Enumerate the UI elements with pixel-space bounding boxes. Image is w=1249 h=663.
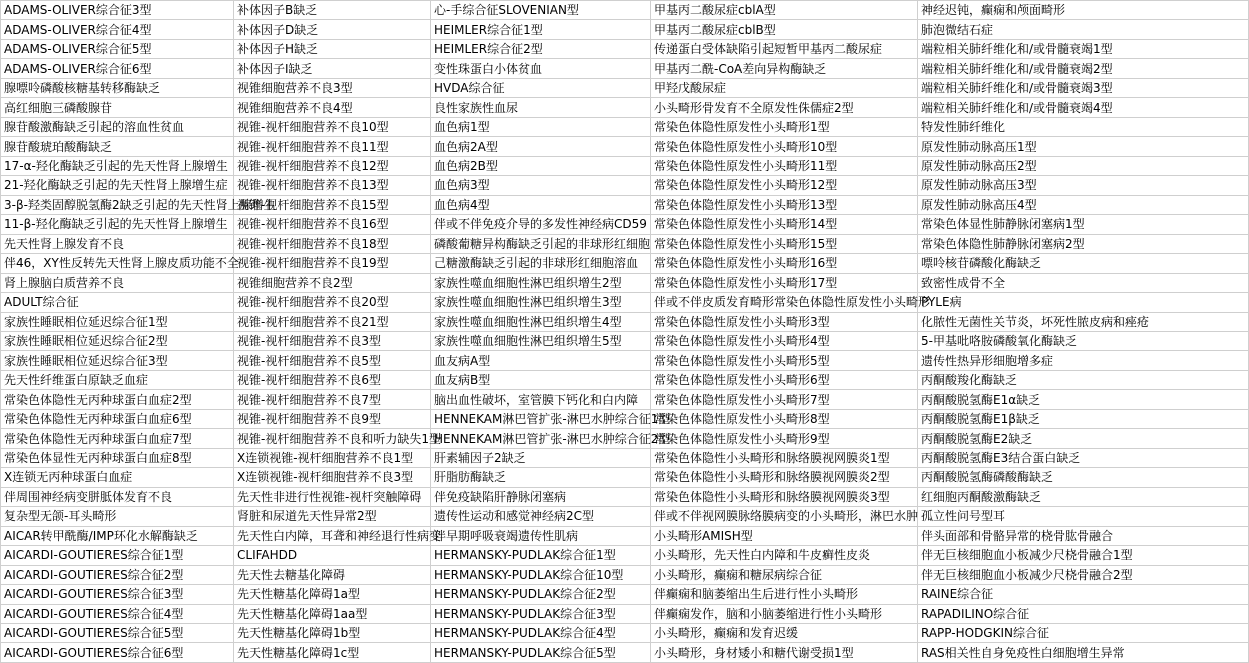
table-cell[interactable]: 致密性成骨不全	[918, 273, 1249, 292]
table-cell[interactable]: 先天性糖基化障碍1aa型	[234, 604, 431, 623]
table-cell[interactable]: 家族性噬血细胞性淋巴组织增生4型	[431, 312, 651, 331]
table-cell[interactable]: 视锥-视杆细胞营养不良19型	[234, 254, 431, 273]
table-row	[1, 273, 1249, 292]
table-cell[interactable]: RAINE综合征	[918, 585, 1249, 604]
table-cell[interactable]: 特发性肺纤维化	[918, 117, 1249, 136]
table-cell[interactable]: 良性家族性血尿	[431, 98, 651, 117]
table-row	[1, 526, 1249, 545]
table-cell[interactable]: 视锥-视杆细胞营养不良12型	[234, 156, 431, 175]
table-cell[interactable]: 21-羟化酶缺乏引起的先天性肾上腺增生症	[1, 176, 234, 195]
table-cell[interactable]: 常染色体隐性原发性小头畸形8型	[651, 409, 918, 428]
table-cell[interactable]: ADAMS-OLIVER综合征3型	[1, 1, 234, 20]
table-cell[interactable]: 小头畸形AMISH型	[651, 526, 918, 545]
table-row	[1, 156, 1249, 175]
table-row	[1, 565, 1249, 584]
table-cell[interactable]: HVDA综合征	[431, 78, 651, 97]
table-cell[interactable]: 先天性肾上腺发育不良	[1, 234, 234, 253]
table-cell[interactable]: 原发性肺动脉高压4型	[918, 195, 1249, 214]
table-row	[1, 390, 1249, 409]
table-cell[interactable]: 小头畸形，先天性白内障和牛皮癣性皮炎	[651, 546, 918, 565]
table-row	[1, 137, 1249, 156]
table-cell[interactable]: 传递蛋白受体缺陷引起短暂甲基丙二酸尿症	[651, 39, 918, 58]
table-cell[interactable]: PYLE病	[918, 293, 1249, 312]
table-cell[interactable]: 端粒相关肺纤维化和/或骨髓衰竭1型	[918, 39, 1249, 58]
table-cell[interactable]: 己糖激酶缺乏引起的非球形红细胞溶血	[431, 254, 651, 273]
table-cell[interactable]: ADULT综合征	[1, 293, 234, 312]
table-cell[interactable]: 孤立性问号型耳	[918, 507, 1249, 526]
table-cell[interactable]: 常染色体隐性小头畸形和脉络膜视网膜炎1型	[651, 448, 918, 467]
table-cell[interactable]: 嘌呤核苷磷酸化酶缺乏	[918, 254, 1249, 273]
table-cell[interactable]: 丙酮酸脱氢酶E2缺乏	[918, 429, 1249, 448]
table-cell[interactable]: 腺苷酸琥珀酸酶缺乏	[1, 137, 234, 156]
table-cell[interactable]: 常染色体隐性小头畸形和脉络膜视网膜炎3型	[651, 487, 918, 506]
table-cell[interactable]: 变性珠蛋白小体贫血	[431, 59, 651, 78]
table-cell[interactable]: 补体因子D缺乏	[234, 20, 431, 39]
table-cell[interactable]: 肝脂肪酶缺乏	[431, 468, 651, 487]
table-row	[1, 370, 1249, 389]
table-cell[interactable]: 端粒相关肺纤维化和/或骨髓衰竭2型	[918, 59, 1249, 78]
table-cell[interactable]: 视锥-视杆细胞营养不良10型	[234, 117, 431, 136]
table-cell[interactable]: 伴无巨核细胞血小板减少尺桡骨融合2型	[918, 565, 1249, 584]
table-cell[interactable]: 遗传性热异形细胞增多症	[918, 351, 1249, 370]
table-cell[interactable]: 先天性糖基化障碍1c型	[234, 643, 431, 662]
table-cell[interactable]: 先天性糖基化障碍1b型	[234, 624, 431, 643]
table-body	[1, 1, 1249, 663]
table-cell[interactable]: 常染色体隐性原发性小头畸形1型	[651, 117, 918, 136]
table-cell[interactable]: ADAMS-OLIVER综合征4型	[1, 20, 234, 39]
table-cell[interactable]: 丙酮酸脱氢酶E1α缺乏	[918, 390, 1249, 409]
table-cell[interactable]: 伴早期呼吸衰竭遗传性肌病	[431, 526, 651, 545]
table-cell[interactable]: 常染色体隐性无丙种球蛋白血症7型	[1, 429, 234, 448]
table-cell[interactable]: 常染色体隐性肺静脉闭塞病2型	[918, 234, 1249, 253]
table-cell[interactable]: 常染色体隐性原发性小头畸形16型	[651, 254, 918, 273]
table-cell[interactable]: 红细胞丙酮酸激酶缺乏	[918, 487, 1249, 506]
table-cell[interactable]: 先天性糖基化障碍1a型	[234, 585, 431, 604]
table-cell[interactable]: RAPP-HODGKIN综合征	[918, 624, 1249, 643]
table-cell[interactable]: AICARDI-GOUTIERES综合征6型	[1, 643, 234, 662]
table-cell[interactable]: 伴头面部和骨骼异常的桡骨肱骨融合	[918, 526, 1249, 545]
table-cell[interactable]: 丙酮酸脱氢酶磷酸酶缺乏	[918, 468, 1249, 487]
table-cell[interactable]: 常染色体隐性原发性小头畸形4型	[651, 331, 918, 350]
table-cell[interactable]: 5-甲基吡咯胺磷酸氧化酶缺乏	[918, 331, 1249, 350]
table-row	[1, 254, 1249, 273]
table-cell[interactable]: 伴或不伴免疫介导的多发性神经病CD59	[431, 215, 651, 234]
table-row	[1, 448, 1249, 467]
table-cell[interactable]: 血色病1型	[431, 117, 651, 136]
table-cell[interactable]: CLIFAHDD	[234, 546, 431, 565]
table-row	[1, 351, 1249, 370]
table-cell[interactable]: 小头畸形，癫痫和发育迟缓	[651, 624, 918, 643]
table-cell[interactable]: 视锥细胞营养不良2型	[234, 273, 431, 292]
table-cell[interactable]: 脑出血性破坏，室管膜下钙化和白内障	[431, 390, 651, 409]
table-cell[interactable]: 常染色体隐性原发性小头畸形5型	[651, 351, 918, 370]
table-cell[interactable]: 伴46，XY性反转先天性肾上腺皮质功能不全	[1, 254, 234, 273]
table-cell[interactable]: 家族性噬血细胞性淋巴组织增生5型	[431, 331, 651, 350]
table-cell[interactable]: AICARDI-GOUTIERES综合征1型	[1, 546, 234, 565]
table-row	[1, 624, 1249, 643]
table-cell[interactable]: 小头畸形，癫痫和糖尿病综合征	[651, 565, 918, 584]
table-row	[1, 312, 1249, 331]
table-row	[1, 546, 1249, 565]
table-cell[interactable]: 补体因子B缺乏	[234, 1, 431, 20]
table-cell[interactable]: 腺苷酸激酶缺乏引起的溶血性贫血	[1, 117, 234, 136]
table-cell[interactable]: 补体因子I缺乏	[234, 59, 431, 78]
table-cell[interactable]: 视锥-视杆细胞营养不良18型	[234, 234, 431, 253]
table-cell[interactable]: 原发性肺动脉高压1型	[918, 137, 1249, 156]
table-cell[interactable]: 家族性睡眠相位延迟综合征1型	[1, 312, 234, 331]
table-cell[interactable]: 磷酸葡糖异构酶缺乏引起的非球形红细胞	[431, 234, 651, 253]
table-cell[interactable]: 常染色体隐性原发性小头畸形3型	[651, 312, 918, 331]
table-row	[1, 331, 1249, 350]
table-cell[interactable]: 复杂型无颌-耳头畸形	[1, 507, 234, 526]
table-cell[interactable]: 化脓性无菌性关节炎，坏死性脓皮病和痤疮	[918, 312, 1249, 331]
table-cell[interactable]: 神经迟钝，癫痫和颅面畸形	[918, 1, 1249, 20]
table-cell[interactable]: 血色病4型	[431, 195, 651, 214]
table-cell[interactable]: 血友病B型	[431, 370, 651, 389]
table-cell[interactable]: 视锥-视杆细胞营养不良20型	[234, 293, 431, 312]
table-cell[interactable]: AICAR转甲酰酶/IMP环化水解酶缺乏	[1, 526, 234, 545]
table-row	[1, 59, 1249, 78]
table-row	[1, 20, 1249, 39]
table-cell[interactable]: 先天性白内障，耳聋和神经退行性病变	[234, 526, 431, 545]
table-row	[1, 176, 1249, 195]
table-cell[interactable]: 腺嘌呤磷酸核糖基转移酶缺乏	[1, 78, 234, 97]
table-row	[1, 585, 1249, 604]
table-cell[interactable]: X连锁视锥-视杆细胞营养不良1型	[234, 448, 431, 467]
table-cell[interactable]: 伴癫痫发作，脑和小脑萎缩进行性小头畸形	[651, 604, 918, 623]
table-cell[interactable]: 常染色体隐性原发性小头畸形9型	[651, 429, 918, 448]
table-cell[interactable]: ADAMS-OLIVER综合征5型	[1, 39, 234, 58]
table-cell[interactable]: 常染色体隐性原发性小头畸形10型	[651, 137, 918, 156]
table-cell[interactable]: 常染色体隐性原发性小头畸形6型	[651, 370, 918, 389]
table-cell[interactable]: 先天性纤维蛋白原缺乏血症	[1, 370, 234, 389]
table-row	[1, 39, 1249, 58]
table-row	[1, 409, 1249, 428]
table-cell[interactable]: 伴或不伴视网膜脉络膜病变的小头畸形，淋巴水肿	[651, 507, 918, 526]
table-cell[interactable]: 视锥-视杆细胞营养不良3型	[234, 331, 431, 350]
table-cell[interactable]: 小头畸形骨发育不全原发性侏儒症2型	[651, 98, 918, 117]
table-cell[interactable]: AICARDI-GOUTIERES综合征5型	[1, 624, 234, 643]
table-row	[1, 643, 1249, 662]
table-row	[1, 468, 1249, 487]
table-cell[interactable]: 遗传性运动和感觉神经病2C型	[431, 507, 651, 526]
table-cell[interactable]: 视锥-视杆细胞营养不良6型	[234, 370, 431, 389]
table-cell[interactable]: 血色病3型	[431, 176, 651, 195]
table-cell[interactable]: 伴周围神经病变胼胝体发育不良	[1, 487, 234, 506]
table-cell[interactable]: 视锥-视杆细胞营养不良7型	[234, 390, 431, 409]
table-cell[interactable]: 甲基丙二酸尿症cblB型	[651, 20, 918, 39]
table-cell[interactable]: 视锥-视杆细胞营养不良21型	[234, 312, 431, 331]
table-cell[interactable]: 端粒相关肺纤维化和/或骨髓衰竭4型	[918, 98, 1249, 117]
table-cell[interactable]: 视锥-视杆细胞营养不良和听力缺失1型	[234, 429, 431, 448]
table-cell[interactable]: 高红细胞三磷酸腺苷	[1, 98, 234, 117]
table-cell[interactable]: 先天性去糖基化障碍	[234, 565, 431, 584]
table-cell[interactable]: 常染色体隐性原发性小头畸形11型	[651, 156, 918, 175]
table-cell[interactable]: 肺泡微结石症	[918, 20, 1249, 39]
table-row	[1, 234, 1249, 253]
table-cell[interactable]: HERMANSKY-PUDLAK综合征4型	[431, 624, 651, 643]
table-cell[interactable]: 视锥-视杆细胞营养不良16型	[234, 215, 431, 234]
table-cell[interactable]: RAS相关性自身免疫性白细胞增生异常	[918, 643, 1249, 662]
table-cell[interactable]: HERMANSKY-PUDLAK综合征1型	[431, 546, 651, 565]
table-cell[interactable]: 视锥细胞营养不良3型	[234, 78, 431, 97]
table-cell[interactable]: ADAMS-OLIVER综合征6型	[1, 59, 234, 78]
table-cell[interactable]: X连锁视锥-视杆细胞营养不良3型	[234, 468, 431, 487]
table-cell[interactable]: 常染色体隐性原发性小头畸形15型	[651, 234, 918, 253]
table-cell[interactable]: HEIMLER综合征2型	[431, 39, 651, 58]
table-cell[interactable]: 常染色体隐性原发性小头畸形17型	[651, 273, 918, 292]
table-cell[interactable]: 家族性噬血细胞性淋巴组织增生3型	[431, 293, 651, 312]
table-cell[interactable]: AICARDI-GOUTIERES综合征3型	[1, 585, 234, 604]
table-row	[1, 293, 1249, 312]
table-row	[1, 215, 1249, 234]
table-cell[interactable]: 常染色体隐性无丙种球蛋白血症2型	[1, 390, 234, 409]
table-cell[interactable]: HERMANSKY-PUDLAK综合征2型	[431, 585, 651, 604]
table-cell[interactable]: 视锥-视杆细胞营养不良9型	[234, 409, 431, 428]
table-cell[interactable]: 17-α-羟化酶缺乏引起的先天性肾上腺增生	[1, 156, 234, 175]
table-cell[interactable]: AICARDI-GOUTIERES综合征2型	[1, 565, 234, 584]
table-cell[interactable]: RAPADILINO综合征	[918, 604, 1249, 623]
table-cell[interactable]: 端粒相关肺纤维化和/或骨髓衰竭3型	[918, 78, 1249, 97]
table-cell[interactable]: 甲羟戊酸尿症	[651, 78, 918, 97]
table-row	[1, 487, 1249, 506]
table-cell[interactable]: 心-手综合征SLOVENIAN型	[431, 1, 651, 20]
table-cell[interactable]: HENNEKAM淋巴管扩张-淋巴水肿综合征1型	[431, 409, 651, 428]
table-row	[1, 429, 1249, 448]
table-cell[interactable]: 肾上腺脑白质营养不良	[1, 273, 234, 292]
table-cell[interactable]: 视锥-视杆细胞营养不良11型	[234, 137, 431, 156]
table-cell[interactable]: HERMANSKY-PUDLAK综合征5型	[431, 643, 651, 662]
table-cell[interactable]: 家族性睡眠相位延迟综合征2型	[1, 331, 234, 350]
table-cell[interactable]: 甲基丙二酰-CoA差向异构酶缺乏	[651, 59, 918, 78]
table-cell[interactable]: 常染色体隐性小头畸形和脉络膜视网膜炎2型	[651, 468, 918, 487]
table-row	[1, 195, 1249, 214]
table-row	[1, 604, 1249, 623]
table-cell[interactable]: HEIMLER综合征1型	[431, 20, 651, 39]
table-cell[interactable]: 家族性噬血细胞性淋巴组织增生2型	[431, 273, 651, 292]
table-row	[1, 507, 1249, 526]
table-cell[interactable]: 常染色体隐性无丙种球蛋白血症6型	[1, 409, 234, 428]
table-cell[interactable]: 原发性肺动脉高压3型	[918, 176, 1249, 195]
table-row	[1, 1, 1249, 20]
table-cell[interactable]: 常染色体隐性原发性小头畸形12型	[651, 176, 918, 195]
table-cell[interactable]: HENNEKAM淋巴管扩张-淋巴水肿综合征2型	[431, 429, 651, 448]
table-cell[interactable]: HERMANSKY-PUDLAK综合征10型	[431, 565, 651, 584]
table-cell[interactable]: 视锥-视杆细胞营养不良5型	[234, 351, 431, 370]
table-cell[interactable]: 先天性非进行性视锥-视杆突触障碍	[234, 487, 431, 506]
table-cell[interactable]: 视锥细胞营养不良4型	[234, 98, 431, 117]
table-cell[interactable]: AICARDI-GOUTIERES综合征4型	[1, 604, 234, 623]
table-cell[interactable]: 肾脏和尿道先天性异常2型	[234, 507, 431, 526]
table-cell[interactable]: HERMANSKY-PUDLAK综合征3型	[431, 604, 651, 623]
table-cell[interactable]: 肝素辅因子2缺乏	[431, 448, 651, 467]
table-cell[interactable]: 常染色体隐性原发性小头畸形14型	[651, 215, 918, 234]
table-row	[1, 78, 1249, 97]
table-cell[interactable]: 11-β-羟化酶缺乏引起的先天性肾上腺增生	[1, 215, 234, 234]
table-cell[interactable]: 伴无巨核细胞血小板减少尺桡骨融合1型	[918, 546, 1249, 565]
table-cell[interactable]: 家族性睡眠相位延迟综合征3型	[1, 351, 234, 370]
table-row	[1, 117, 1249, 136]
table-cell[interactable]: 丙酮酸脱氢酶E3结合蛋白缺乏	[918, 448, 1249, 467]
table-cell[interactable]: 常染色体隐性原发性小头畸形7型	[651, 390, 918, 409]
table-cell[interactable]: 血色病2A型	[431, 137, 651, 156]
table-cell[interactable]: 丙酮酸羧化酶缺乏	[918, 370, 1249, 389]
table-cell[interactable]: X连锁无丙种球蛋白血症	[1, 468, 234, 487]
table-cell[interactable]: 伴癫痫和脑萎缩出生后进行性小头畸形	[651, 585, 918, 604]
table-cell[interactable]: 常染色体显性肺静脉闭塞病1型	[918, 215, 1249, 234]
table-cell[interactable]: 原发性肺动脉高压2型	[918, 156, 1249, 175]
table-cell[interactable]: 伴免疫缺陷肝静脉闭塞病	[431, 487, 651, 506]
table-cell[interactable]: 常染色体显性无丙种球蛋白血症8型	[1, 448, 234, 467]
table-cell[interactable]: 小头畸形，身材矮小和糖代谢受损1型	[651, 643, 918, 662]
table-row	[1, 98, 1249, 117]
table-cell[interactable]: 甲基丙二酸尿症cblA型	[651, 1, 918, 20]
table-cell[interactable]: 视锥-视杆细胞营养不良15型	[234, 195, 431, 214]
table-cell[interactable]: 视锥-视杆细胞营养不良13型	[234, 176, 431, 195]
table-cell[interactable]: 3-β-羟类固醇脱氢酶2缺乏引起的先天性肾上腺增生	[1, 195, 234, 214]
table-cell[interactable]: 丙酮酸脱氢酶E1β缺乏	[918, 409, 1249, 428]
table-cell[interactable]: 伴或不伴皮质发育畸形常染色体隐性原发性小头畸形	[651, 293, 918, 312]
table-cell[interactable]: 血色病2B型	[431, 156, 651, 175]
table-cell[interactable]: 常染色体隐性原发性小头畸形13型	[651, 195, 918, 214]
table-cell[interactable]: 补体因子H缺乏	[234, 39, 431, 58]
table-cell[interactable]: 血友病A型	[431, 351, 651, 370]
